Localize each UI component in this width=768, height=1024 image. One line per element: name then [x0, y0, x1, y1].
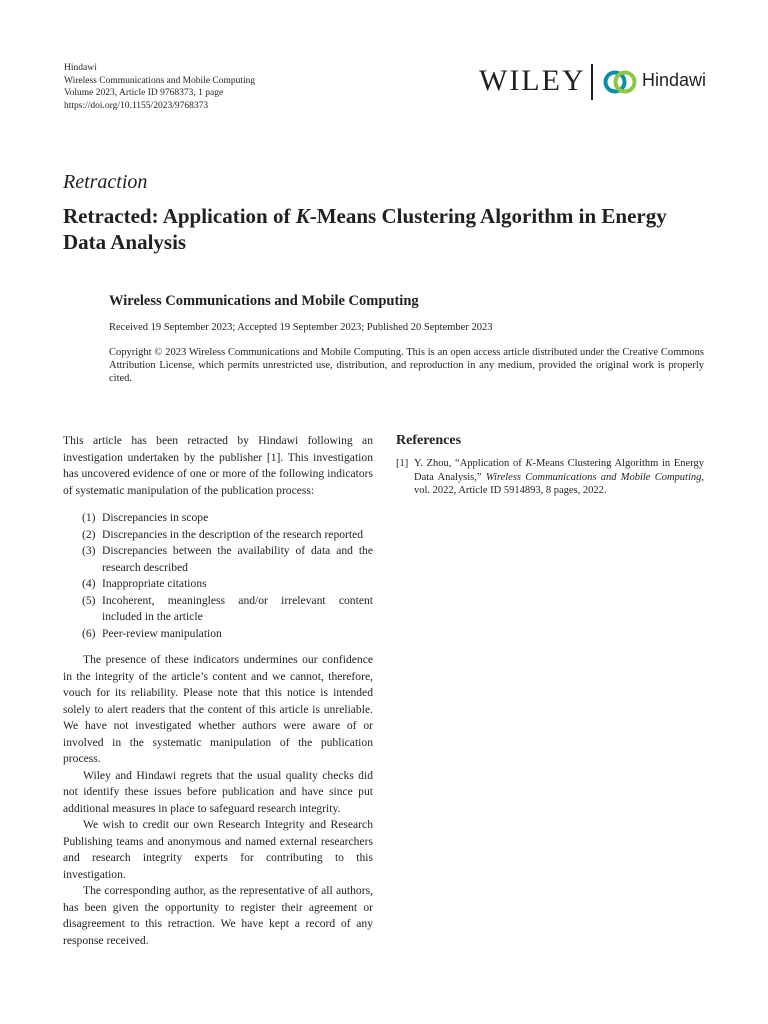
- reference-authors: Y. Zhou, “Application of: [414, 458, 526, 469]
- list-text: Peer-review manipulation: [102, 626, 222, 640]
- list-text: Discrepancies in scope: [102, 511, 209, 524]
- hindawi-wordmark: Hindawi: [642, 70, 707, 90]
- list-number: (4): [82, 577, 96, 590]
- reference-item: [396, 457, 704, 498]
- body-paragraph: We wish to credit our own Research Integrity and Research Publishing teams and anonymous and named external researchers and research integrity experts for contributing to this investigation.: [63, 818, 373, 881]
- title-part-1: Retracted: Application of: [63, 204, 296, 228]
- copyright-notice: Copyright © 2023 Wireless Communications and Mobile Computing. This is an open access article distributed under the Creative Commons Attribution License, which permits unrestricted use, distribution, and reproduction in any medium, provided the original work is properly cited.: [109, 347, 704, 384]
- reference-k: K: [525, 458, 533, 469]
- list-item: [63, 527, 373, 544]
- article-title: [63, 203, 703, 255]
- list-number: (3): [82, 544, 96, 557]
- references-section: [396, 433, 704, 498]
- list-item: [63, 576, 373, 593]
- body-paragraph: The corresponding author, as the representative of all authors, has been given the opportunity to register their agreement or disagreement to this retraction. We have kept a record of any response received.: [63, 884, 373, 947]
- wiley-wordmark: WILEY: [479, 64, 586, 97]
- body-paragraph: Wiley and Hindawi regrets that the usual quality checks did not identify these issues before publication and have since put additional measures in place to safeguard research integrity.: [63, 768, 373, 815]
- list-number: (2): [82, 527, 96, 541]
- reference-number: [1]: [396, 458, 409, 469]
- list-text: Inappropriate citations: [102, 577, 207, 590]
- list-item: [63, 626, 373, 643]
- journal-line: Wireless Communications and Mobile Computing: [64, 75, 256, 86]
- list-number: (1): [82, 511, 96, 524]
- list-number: (6): [82, 626, 96, 640]
- intro-paragraph: This article has been retracted by Hindawi following an investigation undertaken by the publisher [1]. This investigation has uncovered evidence of one or more of the following indicators of systematic manipulation of the publication process:: [63, 434, 373, 497]
- list-text: Discrepancies between the availability of data and the research described: [102, 544, 373, 574]
- publisher-line: Hindawi: [64, 63, 97, 73]
- hindawi-rings-icon: [603, 68, 637, 96]
- reference-title: -Means Clustering Algorithm in Energy Data Analysis,”: [414, 458, 704, 483]
- body-column: [63, 433, 373, 949]
- publication-dates: Received 19 September 2023; Accepted 19 September 2023; Published 20 September 2023: [109, 322, 493, 333]
- body-paragraph: The presence of these indicators undermines our confidence in the integrity of the article’s content and we cannot, therefore, vouch for its reliability. Please note that this notice is intended solely to alert readers that the content of this article is unreliable. We have not investigated whether authors were aware of or involved in the systematic manipulation of the publication process.: [63, 653, 373, 765]
- title-k: K: [295, 204, 310, 228]
- title-part-2: -Means Clustering Algorithm in Energy Data Analysis: [63, 204, 667, 254]
- journal-name: Wireless Communications and Mobile Computing: [109, 293, 419, 309]
- wiley-hindawi-logo: [479, 63, 705, 101]
- list-text: Discrepancies in the description of the research reported: [102, 527, 364, 541]
- list-item: [63, 543, 373, 576]
- list-item: [63, 510, 373, 527]
- article-type: Retraction: [63, 171, 148, 193]
- logo-divider: [591, 64, 593, 100]
- indicator-list: [63, 510, 373, 642]
- list-number: (5): [82, 593, 96, 607]
- references-heading: References: [396, 433, 462, 448]
- list-text: Incoherent, meaningless and/or irrelevant content included in the article: [102, 593, 373, 623]
- reference-journal: Wireless Communications and Mobile Computing: [485, 471, 702, 483]
- article-meta: [64, 62, 255, 112]
- list-item: [63, 593, 373, 626]
- reference-details: , vol. 2022, Article ID 5914893, 8 pages, 2022.: [414, 471, 704, 496]
- doi-line[interactable]: https://doi.org/10.1155/2023/9768373: [64, 100, 209, 111]
- volume-line: Volume 2023, Article ID 9768373, 1 page: [64, 88, 224, 98]
